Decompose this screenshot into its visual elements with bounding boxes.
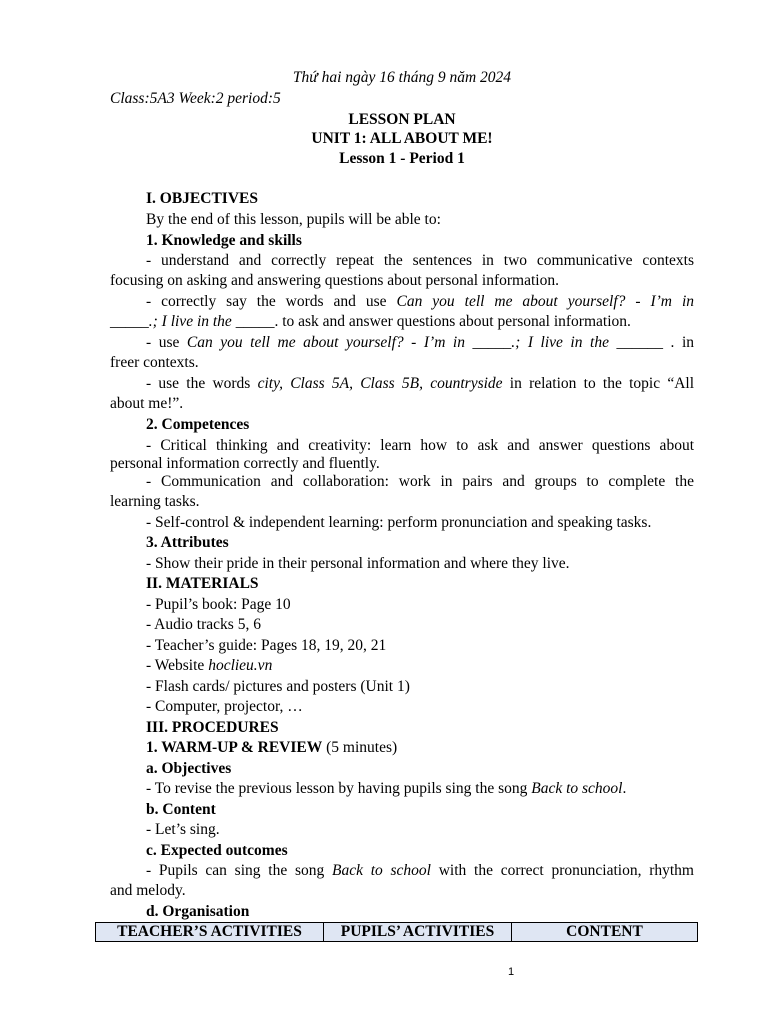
material-item-6: - Computer, projector, … [146,698,303,715]
warmup-content-heading: b. Content [146,801,216,818]
table-header-row [96,923,698,942]
procedures-heading: III. PROCEDURES [146,719,279,736]
knowledge-item-3b: freer contexts. [110,354,199,371]
knowledge-item-2b: _____.; I live in the _____. to ask and answer questions about personal information. [110,313,631,330]
material-item-4: - Website hoclieu.vn [146,657,273,674]
attributes-heading: 3. Attributes [146,534,229,551]
material-item-2: - Audio tracks 5, 6 [146,616,261,633]
class-info: Class:5A3 Week:2 period:5 [110,90,281,107]
materials-heading: II. MATERIALS [146,575,259,592]
col-teachers-activities: TEACHER’S ACTIVITIES [96,923,324,942]
warmup-outcomes-text-b: and melody. [110,882,186,899]
material-item-5: - Flash cards/ pictures and posters (Unit 1) [146,678,410,695]
warmup-outcomes-heading: c. Expected outcomes [146,842,288,859]
material-item-1: - Pupil’s book: Page 10 [146,596,291,613]
organisation-table [95,922,698,942]
warmup-objectives-heading: a. Objectives [146,760,232,777]
page-number: 1 [507,966,515,978]
competence-item-3: - Self-control & independent learning: perform pronunciation and speaking tasks. [146,514,652,531]
warmup-heading: 1. WARM-UP & REVIEW (5 minutes) [146,739,398,756]
knowledge-item-3a: - use Can you tell me about yourself? - I’m in _____.; I live in the ______ . in [146,334,694,351]
title-lesson-plan: LESSON PLAN [348,111,456,128]
col-content: CONTENT [512,923,698,942]
warmup-objectives-text: - To revise the previous lesson by having pupils sing the song Back to school. [146,780,627,797]
competence-item-2a: - Communication and collaboration: work in pairs and groups to complete the [146,473,694,490]
knowledge-item-2a: - correctly say the words and use Can you tell me about yourself? - I’m in [146,293,695,310]
attribute-item-1: - Show their pride in their personal information and where they live. [146,555,570,572]
knowledge-item-4a: - use the words city, Class 5A, Class 5B, countryside in relation to the topic “All [146,375,694,392]
objectives-intro: By the end of this lesson, pupils will be able to: [146,211,441,228]
warmup-content-text: - Let’s sing. [146,821,220,838]
title-lesson: Lesson 1 - Period 1 [339,150,465,167]
col-pupils-activities: PUPILS’ ACTIVITIES [324,923,512,942]
organisation-heading: d. Organisation [146,903,250,920]
knowledge-item-1a: - understand and correctly repeat the sentences in two communicative contexts [146,252,694,269]
objectives-heading: I. OBJECTIVES [146,190,258,207]
knowledge-item-1b: focusing on asking and answering questions about personal information. [110,272,559,289]
competence-item-2b: learning tasks. [110,493,200,510]
title-unit: UNIT 1: ALL ABOUT ME! [311,130,493,147]
competence-item-1b: personal information correctly and fluently. [110,455,380,472]
competences-heading: 2. Competences [146,416,250,433]
competence-item-1a: - Critical thinking and creativity: learn how to ask and answer questions about [146,437,694,454]
material-item-3: - Teacher’s guide: Pages 18, 19, 20, 21 [146,637,387,654]
warmup-outcomes-text-a: - Pupils can sing the song Back to school with the correct pronunciation, rhythm [146,862,694,879]
date-line: Thứ hai ngày 16 tháng 9 năm 2024 [292,69,512,86]
knowledge-item-4b: about me!”. [110,395,184,412]
knowledge-heading: 1. Knowledge and skills [146,232,302,249]
